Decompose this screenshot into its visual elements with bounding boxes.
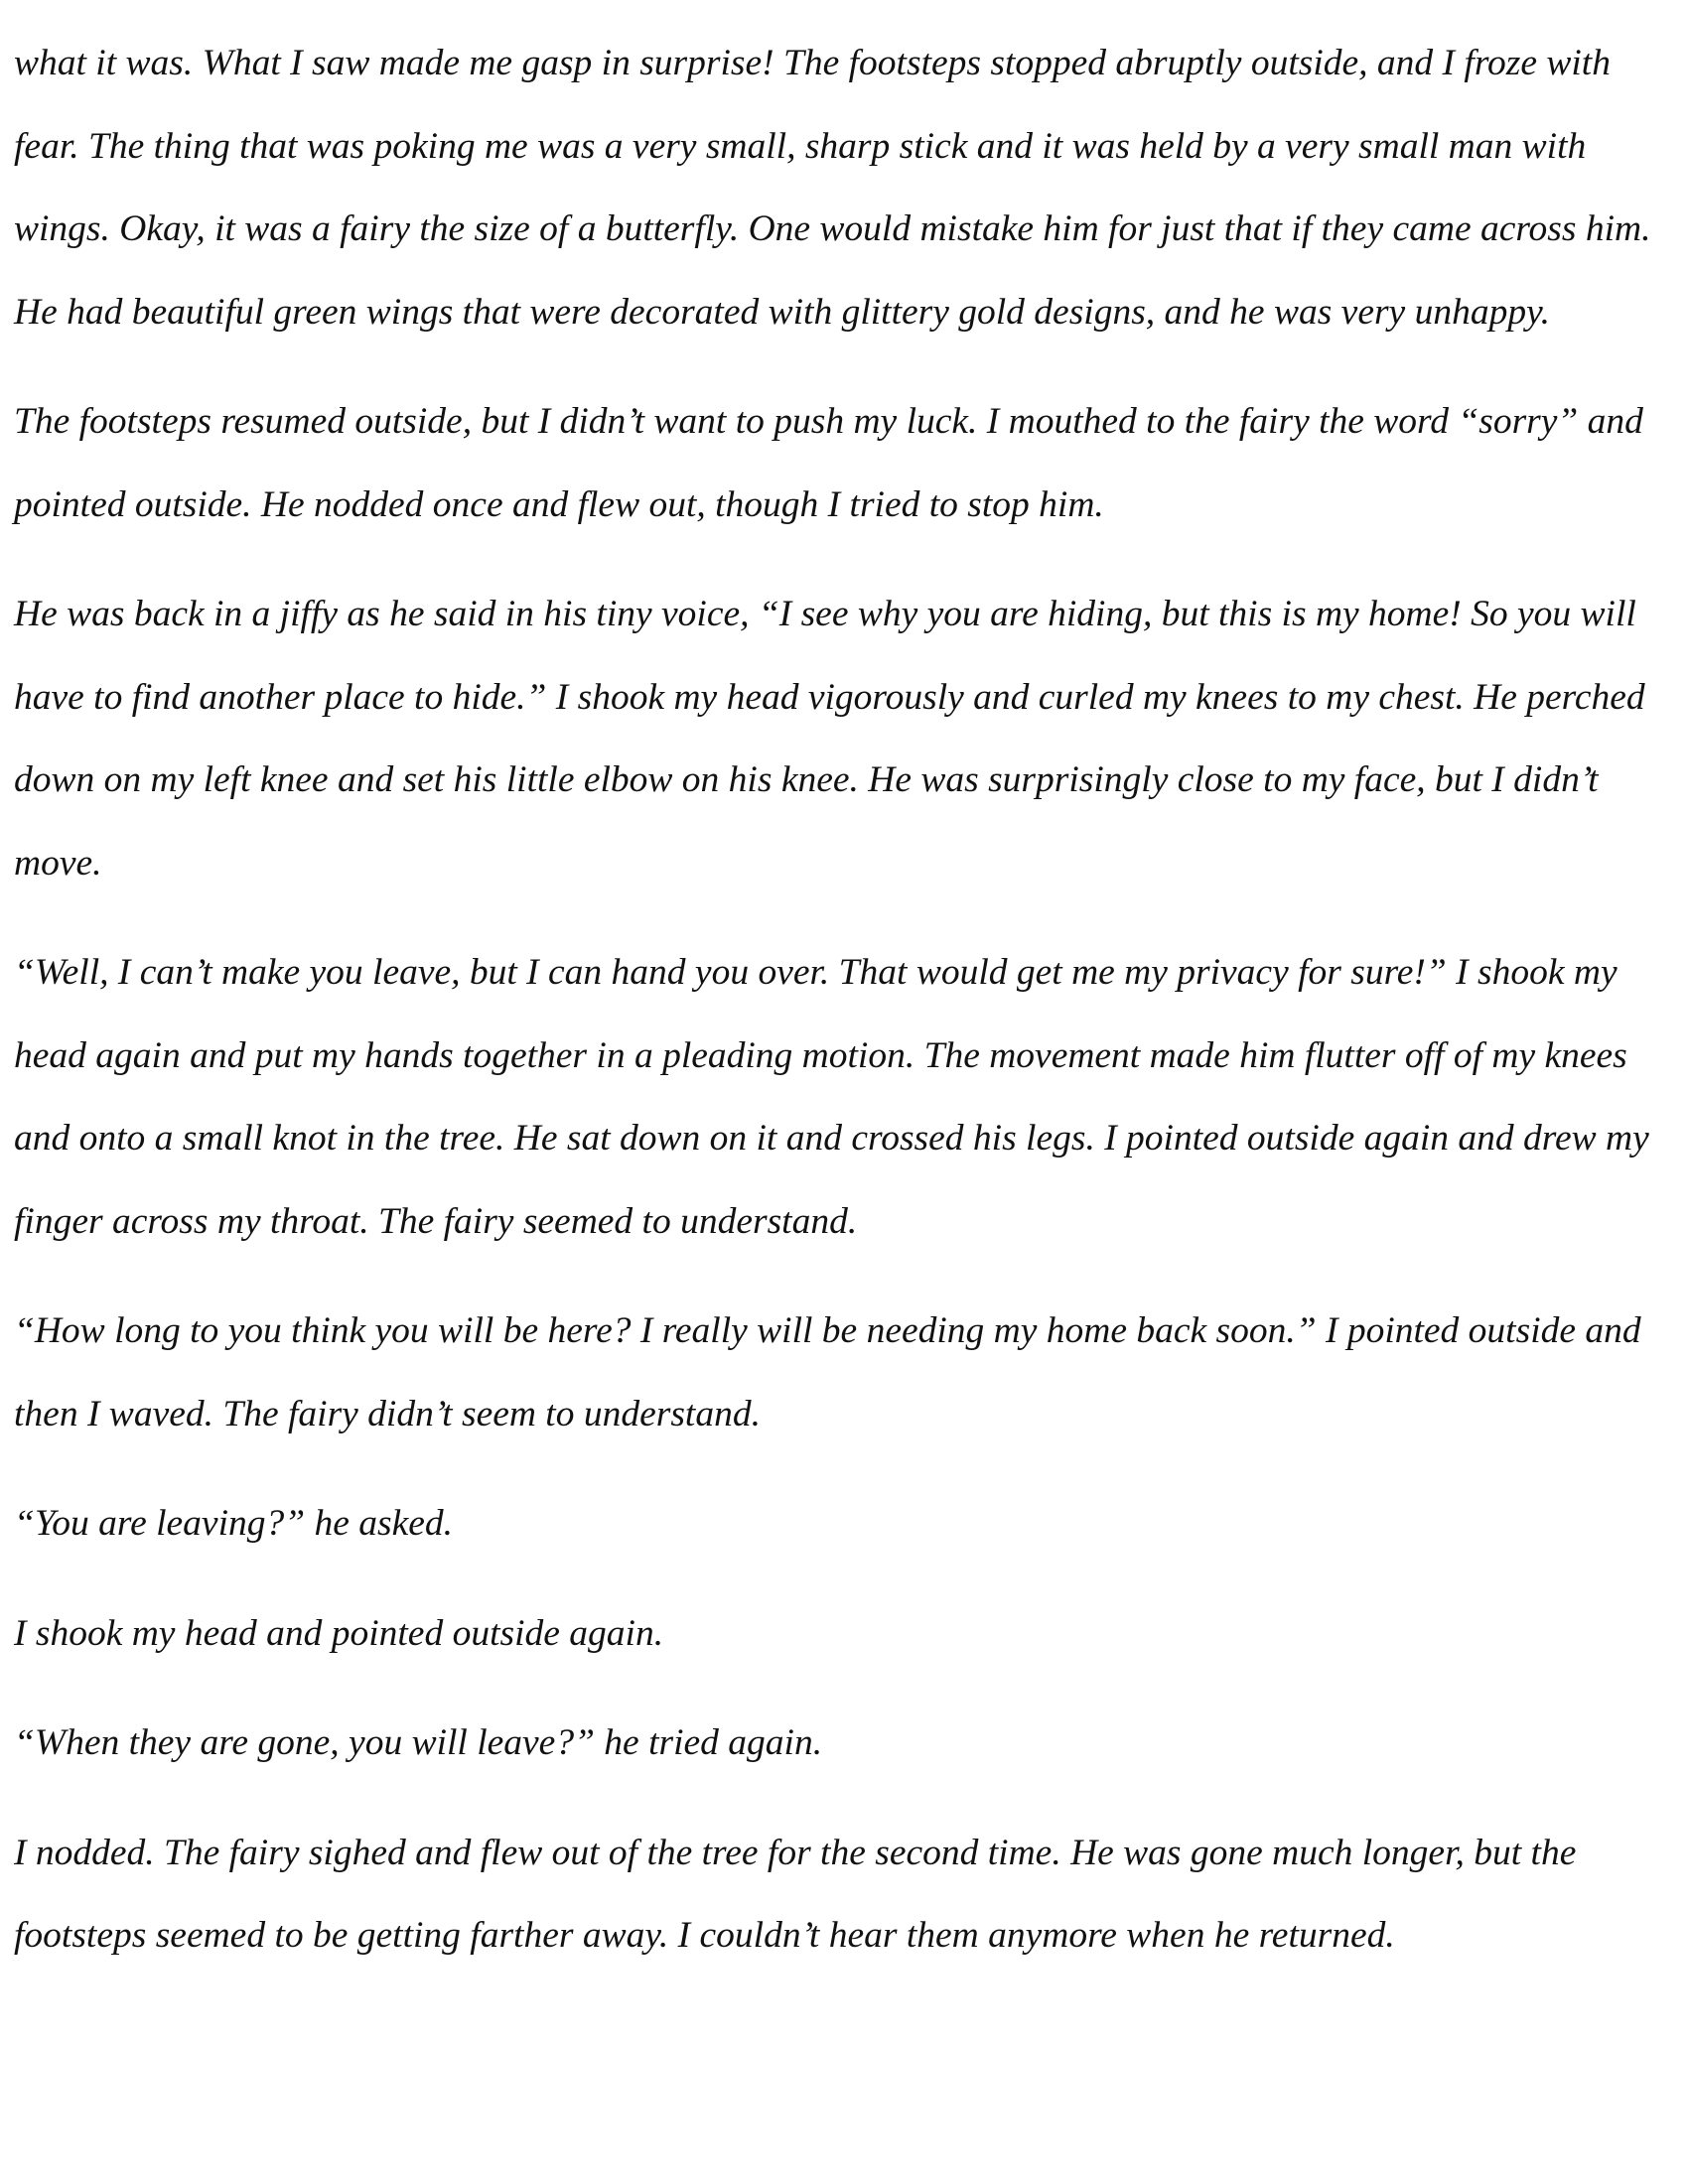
paragraph: The footsteps resumed outside, but I didn’t want to push my luck. I mouthed to the fairy the word “sorry” and pointed outside. He nodded once and flew out, though I tried to stop him. (14, 401, 1643, 525)
paragraph: I nodded. The fairy sighed and flew out of the tree for the second time. He was gone much longer, but the footsteps seemed to be getting farther away. I couldn’t hear them anymore when he returned. (14, 1832, 1577, 1956)
paragraph: “How long to you think you will be here? I really will be needing my home back soon.” I pointed outside and then I waved. The fairy didn’t seem to understand. (14, 1310, 1641, 1434)
paragraph: what it was. What I saw made me gasp in surprise! The footsteps stopped abruptly outside, and I froze with fear. The thing that was poking me was a very small, sharp stick and it was held by a very small man with wings. Okay, it was a fairy the size of a butterfly. One would mistake him for just that if they came across him. He had beautiful green wings that were decorated with glittery gold designs, and he was very unhappy. (14, 43, 1651, 333)
paragraph: “When they are gone, you will leave?” he tried again. (14, 1722, 823, 1763)
paragraph: “Well, I can’t make you leave, but I can hand you over. That would get me my privacy for sure!” I shook my head again and put my hands together in a pleading motion. The movement made him flutter off of my knees and onto a small knot in the tree. He sat down on it and crossed his legs. I pointed outside again and drew my finger across my throat. The fairy seemed to understand. (14, 952, 1649, 1242)
paragraph: I shook my head and pointed outside again. (14, 1612, 664, 1654)
paragraph: He was back in a jiffy as he said in his tiny voice, “I see why you are hiding, but this is my home! So you will have to find another place to hide.” I shook my head vigorously and curled my knees to my chest. He perched down on my left knee and set his little elbow on his knee. He was surprisingly close to my face, but I didn’t move. (14, 594, 1645, 884)
document-page (14, 22, 1674, 2004)
paragraph: “You are leaving?” he asked. (14, 1503, 453, 1544)
